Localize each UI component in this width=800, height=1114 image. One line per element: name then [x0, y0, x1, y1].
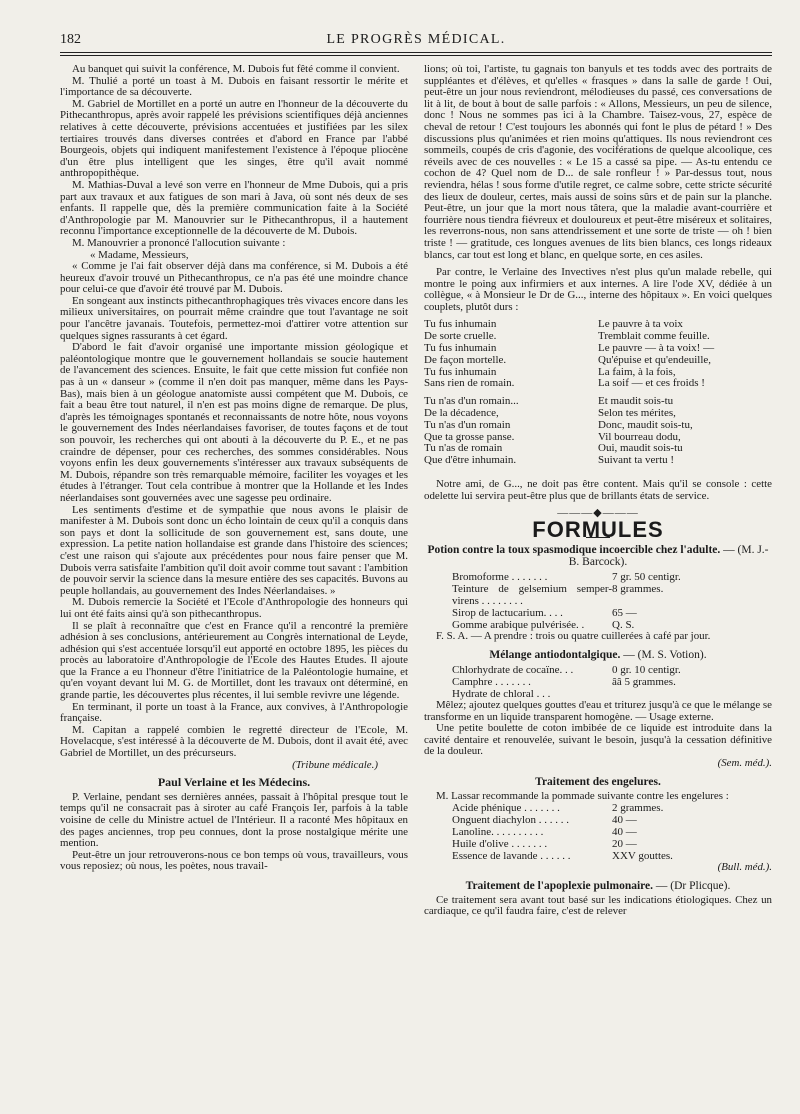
poem-line: Tu n'as de romain: [424, 442, 503, 455]
ingredient-name: Lanoline. . . . . . . . . .: [452, 826, 544, 839]
poem-line: Suivant ta vertu !: [598, 454, 675, 467]
poem-line: Donc, maudit sois-tu,: [598, 418, 693, 431]
poem-line: De la décadence,: [424, 407, 499, 420]
stanza: [424, 319, 598, 390]
recipe-note: F. S. A. — A prendre : trois ou quatre cuillerées à café par jour.: [436, 630, 711, 643]
paragraph: M. Manouvrier a prononcé l'allocution suivante :: [72, 236, 286, 249]
section-heading: FORMULES: [532, 516, 664, 542]
recipe-author: — (M. J.-B. Barcock).: [568, 544, 769, 569]
recipe-author: — (M. S. Votion).: [623, 649, 707, 661]
paragraph: D'abord le fait d'avoir organisé une importante mission géologique et paléontologique montre que le gouvernement hollandais se soucie hautement de l'avancement des sciences. Ensuite, le fait que cette mission fut confiée non pas à un « danseur » (comme il n'en doit pas manquer, même dans les Pays-Bas), mais bien à un géologue anatomiste aussi compétent que M. Dubois, ce fait a beau être tout naturel, il n'en est pas moins digne de remarque. De plus, d'après les témoignages spontanés et reconnaissants de notre hôte, nous voyons le gouvernement des Indes néerlandaises favoriser, de toutes façons et de tout son pouvoir, les recherches qui ont abouti à la découverte du P. E., et ne pas craindre de dépenser, pour ces recherches, des sommes considérables. Nous voyons enfin les deux gouvernements s'intéresser aux travaux subséquents de M. Dubois, répandre son très remarquable mémoire, faciliter les voyages et les études à l'étranger. Tout cela contribue à montrer que la Hollande et les Indes néerlandaises sont gouvernées avec une sagesse peu ordinaire.: [60, 341, 408, 504]
ingredient-row: [424, 826, 772, 838]
ingredient-quantity: Q. S.: [612, 619, 635, 632]
ingredient-quantity: 40 —: [612, 826, 637, 839]
recipe-author: — (Dr Plicque).: [655, 879, 731, 892]
ingredient-quantity: 65 —: [612, 607, 637, 620]
source-citation: (Bull. méd.).: [717, 861, 772, 874]
poem-line: De façon mortelle.: [424, 353, 507, 366]
ingredient-quantity: ââ 5 grammes.: [612, 676, 676, 688]
ingredient-row: [424, 676, 772, 688]
paragraph: P. Verlaine, pendant ses dernières années, passait à l'hôpital presque tout le temps qu'il ne consacrait pas à siroter au café François Ier, parfois à la table voisine de celle du Ministre actuel de l'Intérieur. Il a raconté Mes hôpitaux en des pages anciennes, trop peu connues, dont la prose nostalgique mérite une mention.: [60, 790, 408, 850]
poem-line: La soif — et ces froids !: [598, 377, 705, 390]
ingredient-row: [424, 802, 772, 814]
paragraph: Notre ami, de G..., ne doit pas être content. Mais qu'il se console : cette odelette lui servira peut-être plus que de brillants états de service.: [424, 478, 772, 502]
paragraph: M. Gabriel de Mortillet en a porté un autre en l'honneur de la découverte du Pithecanthropus, après avoir rappelé les prévisions scientifiques déjà anciennes relatives à cette découverte, prévisions accentuées et justifiées par les silex tertiaires trouvés dans diverses contrées et d'abord en France par l'abbé Bourgeois, objets qui indiquent manifestement l'existence à l'époque pliocène d'un être plus intelligent que les singes, être qu'il avait nommé anthropopithèque.: [60, 97, 408, 180]
journal-title: LE PROGRÈS MÉDICAL.: [326, 32, 506, 47]
paragraph: M. Thulié a porté un toast à M. Dubois en faisant ressortir le mérite et l'importance de sa découverte.: [60, 74, 408, 99]
paragraph: Peut-être un jour retrouverons-nous ce bon temps où vous, travailleurs, vous vous reposiez; où nous, les poètes, nous travail-: [60, 848, 408, 873]
poem-line: Tu fus inhumain: [424, 318, 497, 331]
recipe-note: Mêlez; ajoutez quelques gouttes d'eau et triturez jusqu'à ce que le mélange se transforme en un liquide transparent homogène. — Usage externe.: [424, 699, 772, 723]
header-rule: [60, 55, 772, 56]
recipe-intro: M. Lassar recommande la pommade suivante contre les engelures :: [436, 789, 729, 802]
ingredient-name: Huile d'olive . . . . . . .: [452, 838, 548, 851]
paragraph: « Comme je l'ai fait observer déjà dans ma conférence, si M. Dubois a été heureux d'avoir trouvé un Pithecanthropus, ce n'a pas été une moindre chance pour celui-ce que d'avoir été trouvé par M. Dubois.: [60, 260, 408, 296]
paragraph: lions; où toi, l'artiste, tu gagnais ton banyuls et tes todds avec des portraits de suppléantes et d'élèves, et qu'elles « frasques » dans la salle de garde ! Oui, peut-être un jour nous reviendront, mélodieuses du passé, ces conversations de lit à lit, de bout à bout de salle parfois : « Allons, Messieurs, un peu de silence, donc ! Nous ne sommes pas ici à la Chambre. Taisez-vous, 27, espèce de cheval de retour ! C'est toujours les abonnés qui font le plus de pétard ! » Des discussions plus qu'animées et rien moins qu'attiques. Ils nous reviendront ces sommeils, coupés de cris d'agonie, des vociférations de quelque alcoolique, ces réveils avec de ces nouvelles : « Le 15 a cassé sa pipe. — As-tu entendu ce cochon de 4? Quel nom de D... de sale ronfleur ! » Par-dessus tout, nous reviendra, hélas ! sous forme d'utile regret, ce calme sobre, cette stricte sécurité des lieux de douleur, certes, mais aussi de soins sûrs et de pain sur la planche. Peut-être, un jour que la mort nous tâtera, que la maladie avant-courrière et fourrière nous tiendra fiévreux et douloureux et peut-être miséreux et solitaires, les reverrons-nous, non sans attendrissement et une sorte de triste — oh ! bien triste ! — gratitude, ces longues avenues de lits bien blancs, ces longs rideaux blancs, car tout est long et blanc, en quelque sorte, en ces asiles.: [424, 64, 772, 261]
paragraph: Les sentiments d'estime et de sympathie que nous avons le plaisir de manifester à M. Dubois sont donc un écho lointain de ceux qu'il a conquis dans son pays et dont la sollicitude de son gouvernement est, sans doute, une expression. La petite nation hollandaise est grande dans l'histoire des sciences; c'est une raison qui s'ajoute aux précédentes pour nous faire penser que M. Dubois verra satisfaite l'ambition qu'il doit avoir comme tout savant : l'ambition de pouvoir servir la science dans la mesure entière des ses capacités. Buvons au peuple hollandais, au gouvernement des Indes Néerlandaises. »: [60, 503, 408, 597]
poem-line: Sans rien de romain.: [424, 377, 515, 390]
poem-line: La faim, à la fois,: [598, 365, 676, 378]
source-citation: (Tribune médicale.): [292, 758, 378, 771]
paragraph: Par contre, le Verlaine des Invectives n'est plus qu'un malade rebelle, qui montre le poing aux infirmiers et aux internes. A lire l'ode XV, dédiée à un collègue, « à Monsieur le Dr de G..., interne des hôpitaux ». En voici quelques couplets, plutôt durs :: [424, 266, 772, 313]
ingredient-quantity: 8 grammes.: [612, 583, 664, 596]
ingredient-row: [424, 583, 772, 607]
speech-salutation: « Madame, Messieurs,: [90, 248, 189, 261]
source-citation: (Sem. méd.).: [717, 756, 772, 769]
ingredient-quantity: XXV gouttes.: [612, 850, 673, 863]
ingredient-list: [424, 802, 772, 862]
stanza: [598, 319, 772, 390]
ingredient-name: Bromoforme . . . . . . .: [452, 571, 548, 584]
ingredient-name: Onguent diachylon . . . . . .: [452, 814, 570, 827]
ingredient-quantity: 7 gr. 50 centigr.: [612, 571, 681, 584]
paragraph: En terminant, il porte un toast à la France, aux convives, à l'Anthropologie française.: [60, 700, 408, 725]
ingredient-name: Teinture de gelsemium semper-virens . . . . . . . .: [452, 583, 612, 608]
ingredient-row: [424, 607, 772, 619]
ingredient-row: [424, 838, 772, 850]
poem-line: Tu fus inhumain: [424, 365, 497, 378]
ingredient-quantity: 2 grammes.: [612, 802, 664, 815]
ingredient-list: [424, 571, 772, 631]
poem-line: Le pauvre à ta voix: [598, 318, 683, 331]
recipe-note: Une petite boulette de coton imbibée de ce liquide est introduite dans la cavité dentaire et renouvelée, suivant le besoin, jusqu'à la cessation définitive de la douleur.: [424, 722, 772, 758]
ingredient-quantity: 40 —: [612, 814, 637, 827]
section-title: Paul Verlaine et les Médecins.: [157, 775, 311, 790]
ingredient-quantity: 0 gr. 10 centigr.: [612, 664, 681, 676]
poem-line: Tu n'as d'un romain...: [424, 395, 519, 408]
ingredient-row: [424, 571, 772, 583]
ingredient-name: Camphre . . . . . . .: [452, 676, 531, 688]
stanza: [424, 396, 598, 467]
poem: [424, 319, 772, 473]
recipe-title: [424, 880, 772, 892]
paragraph: M. Capitan a rappelé combien le regretté directeur de l'Ecole, M. Hovelacque, s'est intéressé à la découverte de M. Dubois, dont il avait été, avec Gabriel de Mortillet, un des précurseurs.: [60, 723, 408, 760]
poem-line: Que ta grosse panse.: [424, 430, 515, 443]
recipe-title: Traitement des engelures.: [535, 775, 661, 788]
ingredient-name: Hydrate de chloral . . .: [452, 688, 551, 700]
recipe-title: [424, 649, 772, 661]
paragraph: Ce traitement sera avant tout basé sur les indications étiologiques. Chez un cardiaque, ce qu'il faudra faire, c'est de relever: [424, 893, 772, 918]
paragraph: Il se plaît à reconnaître que c'est en France qu'il a rencontré la première adhésion à ses conclusions, antérieurement au Congrès international de Leyde, adhésion qui s'est accentuée lorsqu'il eut apporté en octobre 1895, les pièces du procès au laboratoire d'Anthropologie de l'Ecole des Hautes Etudes. Il ajoute que la France a eu l'honneur d'être l'initiatrice de la Paléontologie humaine, et qu'en voyant devant lui M. G. de Mortillet, dont les travaux ont déterminé, en grande partie, les découvertes plus récentes, il lui semble revivre une légende.: [60, 619, 408, 702]
poem-line: Le pauvre — à ta voix! —: [598, 342, 715, 355]
recipe-title: [424, 544, 772, 568]
poem-line: De sorte cruelle.: [424, 330, 497, 343]
ingredient-row: [424, 814, 772, 826]
poem-line: Et maudit sois-tu: [598, 395, 674, 408]
poem-line: Vil bourreau dodu,: [598, 430, 681, 443]
page-number: 182: [60, 32, 81, 47]
right-column: [424, 64, 772, 918]
poem-line: Tu n'as d'un romain: [424, 418, 511, 431]
page-header: [60, 30, 772, 53]
recipe-name: Potion contre la toux spasmodique incoercible chez l'adulte.: [427, 544, 721, 557]
recipe-name: Traitement de l'apoplexie pulmonaire.: [465, 879, 654, 892]
ingredient-list: [424, 664, 772, 700]
poem-column-right: [598, 319, 772, 473]
ingredient-name: Essence de lavande . . . . . .: [452, 850, 571, 863]
poem-column-left: [424, 319, 598, 473]
recipe-name: Mélange antiodontalgique.: [489, 649, 621, 661]
paragraph: M. Mathias-Duval a levé son verre en l'honneur de Mme Dubois, qui a pris part aux travaux et aux fatigues de son mari à Java, où sont nés deux de ses enfants. Il rappelle que, dès la première communication faite à la Société d'Anthropologie par M. Manouvrier sur le Pithecanthropus, il a hautement reconnu l'importance exceptionnelle de la découverte de M. Dubois.: [60, 178, 408, 238]
poem-line: Tremblait comme feuille.: [598, 330, 710, 343]
ingredient-name: Gomme arabique pulvérisée. .: [452, 619, 585, 632]
ingredient-name: Chlorhydrate de cocaïne. . .: [452, 664, 574, 676]
poem-line: Tu fus inhumain: [424, 342, 497, 355]
columns: [60, 64, 772, 918]
paragraph: Au banquet qui suivit la conférence, M. Dubois fut fêté comme il convient.: [72, 64, 400, 75]
poem-line: Que d'être inhumain.: [424, 454, 517, 467]
ingredient-name: Acide phénique . . . . . . .: [452, 802, 560, 815]
separator-ornament: ———◆———: [557, 507, 639, 520]
poem-line: Qu'épuise et qu'endeuille,: [598, 353, 712, 366]
ingredient-quantity: 20 —: [612, 838, 637, 851]
stanza: [598, 396, 772, 467]
paragraph: M. Dubois remercie la Société et l'Ecole d'Anthropologie des honneurs qui lui ont été faits ainsi qu'à son pithecanthropus.: [60, 596, 408, 620]
left-column: [60, 64, 408, 918]
paragraph: En songeant aux instincts pithecanthrophagiques très vivaces encore dans les milieux universitaires, on pourrait même craindre que tout l'avantage ne soit pour l'ancêtre javanais. Toutefois, permettez-moi d'attirer votre attention sur quelques signes rassurants à cet égard.: [60, 294, 408, 342]
poem-line: Oui, maudit sois-tu: [598, 442, 683, 455]
ingredient-row: [424, 664, 772, 676]
poem-line: Selon tes mérites,: [598, 407, 676, 420]
ingredient-name: Sirop de lactucarium. . . .: [452, 607, 563, 620]
